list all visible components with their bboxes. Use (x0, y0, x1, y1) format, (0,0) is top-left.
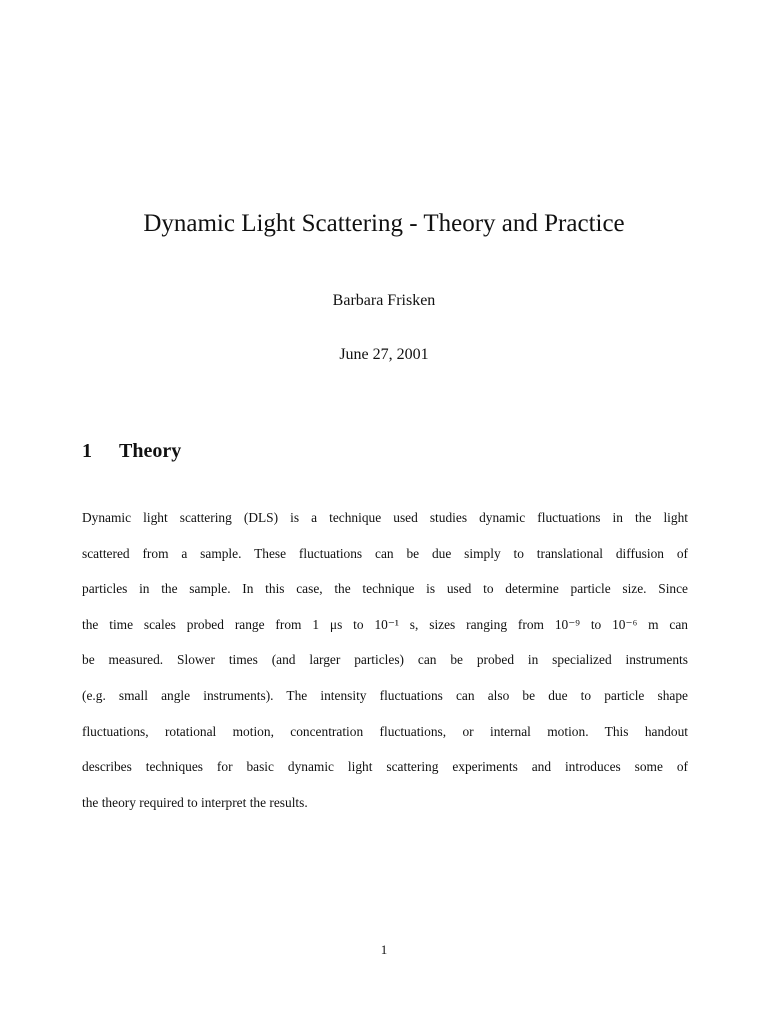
section-heading (82, 440, 181, 463)
page-number: 1 (380, 942, 388, 957)
paragraph-line: the theory required to interpret the results. (82, 794, 308, 810)
paragraph-line: (e.g. small angle instruments). The intensity fluctuations can also be due to particle shape (82, 687, 688, 703)
paragraph-line: the time scales probed range from 1 μs to 10⁻¹ s, sizes ranging from 10⁻⁹ to 10⁻⁶ m can (82, 616, 688, 632)
paragraph-line: particles in the sample. In this case, the technique is used to determine particle size. Since (82, 581, 688, 597)
paper-title: Dynamic Light Scattering - Theory and Practice (143, 210, 625, 237)
section-title: Theory (119, 440, 182, 462)
paragraph-line: fluctuations, rotational motion, concentration fluctuations, or internal motion. This handout (82, 723, 688, 739)
author-name: Barbara Frisken (332, 292, 436, 309)
paragraph-line: Dynamic light scattering (DLS) is a technique used studies dynamic fluctuations in the light (82, 510, 688, 525)
paragraph-line: be measured. Slower times (and larger particles) can be probed in specialized instruments (82, 652, 688, 668)
paragraph-line: describes techniques for basic dynamic light scattering experiments and introduces some of (82, 759, 688, 775)
section-number: 1 (82, 440, 92, 462)
body-paragraph (82, 500, 688, 820)
paragraph-line: scattered from a sample. These fluctuations can be due simply to translational diffusion of (82, 545, 688, 561)
publication-date: June 27, 2001 (339, 346, 429, 363)
